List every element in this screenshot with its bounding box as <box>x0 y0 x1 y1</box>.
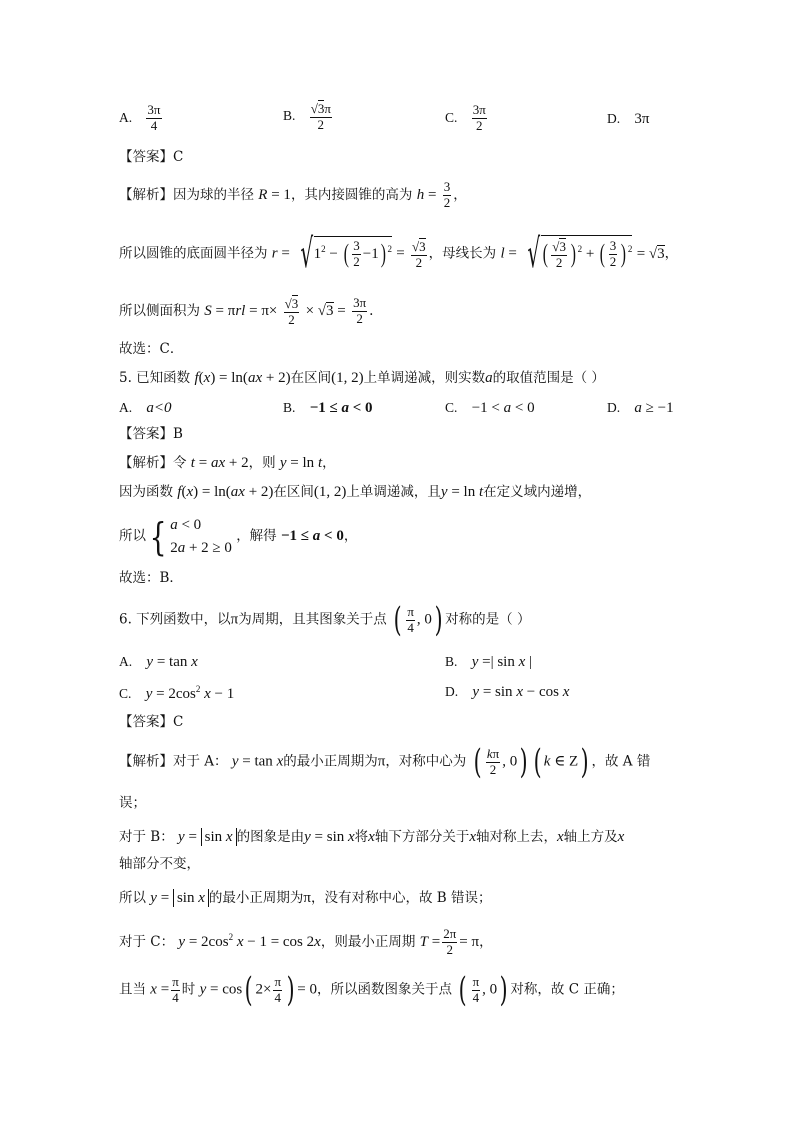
option-label: A. <box>119 109 133 125</box>
q5-conclusion: 故选：B． <box>119 570 183 586</box>
q4-option-a: A. $\frac{3\pi}{4}$ <box>119 102 161 133</box>
option-label: C. <box>445 109 458 125</box>
q6-option-d: D. y = sin x − cos x <box>445 684 570 700</box>
option-label: B. <box>283 107 296 123</box>
q6-analysis-b1: 对于 B： y = sin x 的图象是由y = sin x将x轴下方部分关于x轴对称上去，x轴上方及x <box>119 829 625 845</box>
q5-option-a: A. a<0 <box>119 400 172 416</box>
q5-stem: 5. 已知函数 f(x) = ln(ax + 2)在区间(1, 2)上单调递减，则实数a的取值范围是（ ） <box>119 370 605 386</box>
q6-analysis-b3: 所以 y = sin x 的最小正周期为π，没有对称中心，故 B 错误； <box>119 890 492 906</box>
q5-option-b: B. −1 ≤ a < 0 <box>283 400 373 416</box>
q4-analysis-line2: 所以圆锥的底面圆半径为 $r = √1^2$ − ( $\frac{3}{2}$ −1) $^2$ = $\frac{√3}{2}$ ，母线长为 l = √( $\frac{√3}{2}$ ) $^2$ + ( $\frac{3}{2}$ ) $^2$ = √3， <box>119 231 679 277</box>
q4-analysis-line1: 【解析】因为球的半径 R = 1，其内接圆锥的高为 h = $\frac{3}{2}$ ， <box>119 179 467 210</box>
q5-analysis-line2: 因为函数 f(x) = ln(ax + 2)在区间(1, 2)上单调递减，且y = ln t在定义域内递增， <box>119 484 592 500</box>
q4-conclusion: 故选：C． <box>119 341 184 357</box>
q4-analysis-line3: 所以侧面积为 S = πrl = π× $\frac{√3}{2}$ × √3 = $\frac{3\pi}{2}$ . <box>119 295 374 327</box>
q5-analysis-line3: 所以{ a < 0 2a + 2 ≥ 0 ，解得 −1 ≤ a < 0， <box>119 514 358 559</box>
q5-option-d: D. a ≥ −1 <box>607 400 674 416</box>
q6-analysis-c1: 对于 C： $y = 2\cos^2$ x − 1 = cos 2x，则最小正周期 T = $\frac{2\pi}{2}$ = π， <box>119 926 493 957</box>
q5-option-c: C. −1 < a < 0 <box>445 400 535 416</box>
q6-analysis-a2: 误； <box>119 795 146 811</box>
q6-option-a: A. y = tan x <box>119 654 198 670</box>
q6-option-c: C. $y = 2\cos^2$ x − 1 <box>119 684 235 702</box>
q5-analysis-line1: 【解析】令 t = ax + 2，则 y = ln t， <box>119 455 336 471</box>
q6-stem: 6. 下列函数中，以π为周期，且其图象关于点 ( $\frac{\pi}{4}$ , 0) 对称的是（ ） <box>119 600 531 640</box>
q6-analysis-a1: 【解析】对于 A： y = tan x的最小正周期为π，对称中心为 ( $\frac{k\pi}{2}$ , 0) ( k ∈ Z) ，故 A 错 <box>119 742 651 782</box>
q6-analysis-c2: 且当 x = $\frac{\pi}{4}$ 时 y = cos( 2× $\frac{\pi}{4}$ ) = 0，所以函数图象关于点 ( $\frac{\pi}{4}$ , 0) 对称，故 C 正确； <box>119 970 624 1010</box>
q4-option-c: C. $\frac{3\pi}{2}$ <box>445 102 486 133</box>
q6-option-b: B. y =| sin x | <box>445 654 533 670</box>
q4-answer: 【答案】C <box>119 149 184 165</box>
q5-answer: 【答案】B <box>119 426 183 442</box>
q4-option-b: B. $\frac{√3\pi}{2}$ <box>283 101 331 132</box>
q4-option-d: D. 3π <box>607 111 650 127</box>
q6-analysis-b2: 轴部分不变， <box>119 856 200 872</box>
q6-answer: 【答案】C <box>119 714 184 730</box>
option-label: D. <box>607 111 621 126</box>
